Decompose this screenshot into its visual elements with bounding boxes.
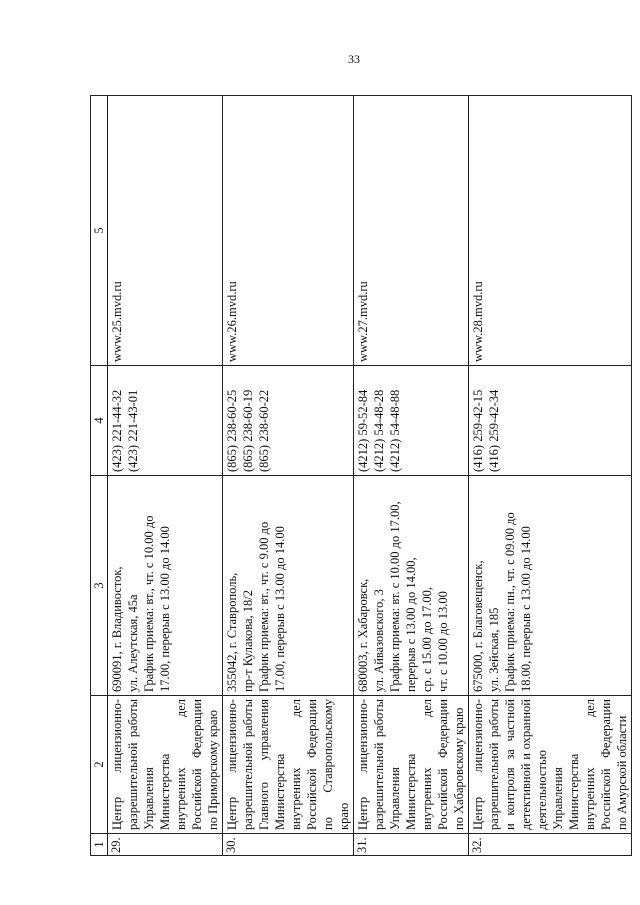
website-link[interactable]: www.27.mvd.ru	[356, 281, 370, 362]
centers-table	[90, 95, 632, 856]
row-number: 30.	[223, 834, 354, 856]
address-line: 690091, г. Владивосток,	[110, 566, 124, 692]
schedule-line: 17.00, перерыв с 13.00 до 14.00	[273, 526, 287, 692]
website-cell	[223, 96, 354, 366]
website-link[interactable]: www.26.mvd.ru	[225, 281, 239, 362]
phone-number: (4212) 54-48-88	[388, 389, 402, 472]
table-row	[354, 96, 469, 856]
schedule-line: График приема: вт., чт. с 9.00 до	[257, 521, 271, 692]
schedule-line: 17.00, перерыв с 13.00 до 14.00	[158, 526, 172, 692]
phone-number: (865) 238-60-22	[257, 389, 271, 472]
table-row	[469, 96, 632, 856]
website-cell	[469, 96, 632, 366]
address-line: 680003, г. Хабаровск,	[356, 578, 370, 692]
website-cell	[108, 96, 223, 366]
phone-number: (865) 238-60-25	[225, 389, 239, 472]
rotated-table-container	[90, 96, 629, 856]
schedule-line: График приема: вт. с 10.00 до 17.00,	[388, 501, 402, 692]
schedule-line: График приема: пн., чт. с 09.00 до	[503, 512, 517, 692]
page-number: 33	[348, 52, 360, 66]
address-cell	[108, 476, 223, 696]
phone-number: (423) 221-44-32	[110, 389, 124, 472]
row-number: 31.	[354, 834, 469, 856]
website-cell	[354, 96, 469, 366]
header-row	[91, 96, 108, 856]
center-name: Центр лицензионно-разрешительной работы Управления Министерства внутренних дел Российской Федерации по Хабаровскому краю	[354, 696, 469, 834]
table-row	[108, 96, 223, 856]
header-col-2: 2	[91, 696, 108, 834]
phone-number: (865) 238-60-19	[241, 389, 255, 472]
address-cell	[354, 476, 469, 696]
address-cell	[223, 476, 354, 696]
table-row	[223, 96, 354, 856]
schedule-line: перерыв с 13.00 до 14.00,	[404, 557, 418, 692]
center-name: Центр лицензионно-разрешительной работы Управления Министерства внутренних дел Российской Федерации по Приморскому краю	[108, 696, 223, 834]
phone-number: (4212) 59-52-84	[356, 389, 370, 472]
address-line: 675000, г. Благовещенск,	[471, 560, 485, 692]
website-link[interactable]: www.28.mvd.ru	[471, 281, 485, 362]
address-line: ул. Зейская, 185	[487, 607, 501, 692]
address-line: ул. Айвазовского, 3	[372, 589, 386, 692]
row-number: 29.	[108, 834, 223, 856]
schedule-line: График приема: вт., чт. с 10.00 до	[142, 515, 156, 692]
center-name: Центр лицензионно-разрешительной работы Главного управления Министерства внутренних дел Российской Федерации по Ставропольскому краю	[223, 696, 354, 834]
phones-cell	[223, 366, 354, 476]
center-name: Центр лицензионно-разрешительной работы и контроля за частной детективной и охранной деятельностью Управления Министерства внутренних дел Российской Федерации по Амурской области	[469, 696, 632, 834]
phone-number: (4212) 54-48-28	[372, 389, 386, 472]
schedule-line: 18.00, перерыв с 13.00 до 14.00	[519, 526, 533, 692]
schedule-line: чт. с 10.00 до 13.00	[436, 591, 450, 692]
phone-number: (416) 259-42-15	[471, 389, 485, 472]
address-line: пр-т Кулакова, 18/2	[241, 589, 255, 692]
phones-cell	[354, 366, 469, 476]
address-line: ул. Алеутская, 45а	[126, 594, 140, 692]
header-col-4: 4	[91, 366, 108, 476]
header-col-1: 1	[91, 834, 108, 856]
address-cell	[469, 476, 632, 696]
row-number: 32.	[469, 834, 632, 856]
phone-number: (423) 221-43-01	[126, 389, 140, 472]
header-col-3: 3	[91, 476, 108, 696]
header-col-5: 5	[91, 96, 108, 366]
website-link[interactable]: www.25.mvd.ru	[110, 281, 124, 362]
schedule-line: ср. с 15.00 до 17.00,	[420, 587, 434, 692]
phones-cell	[108, 366, 223, 476]
phones-cell	[469, 366, 632, 476]
phone-number: (416) 259-42-34	[487, 389, 501, 472]
address-line: 355042, г. Ставрополь,	[225, 572, 239, 692]
